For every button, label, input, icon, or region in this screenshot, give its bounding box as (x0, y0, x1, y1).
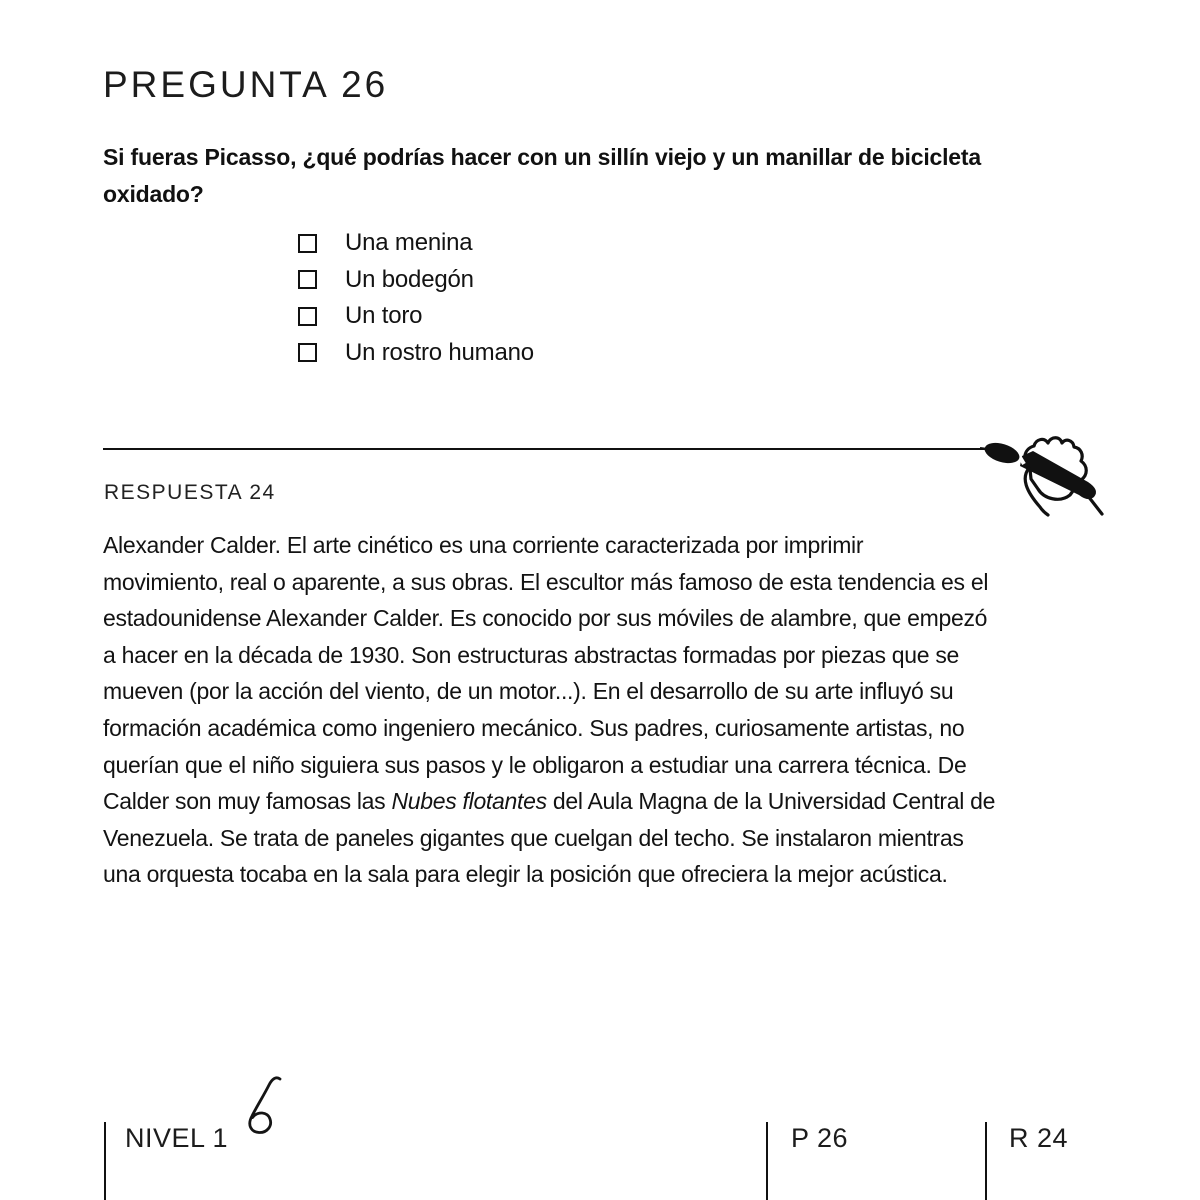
hand-with-paintbrush-icon (980, 435, 1110, 525)
options-list (298, 225, 534, 371)
footer-divider-bar (104, 1122, 106, 1200)
paragraph-line: Calder son muy famosas las Nubes flotantes del Aula Magna de la Universidad Central de (103, 788, 996, 815)
answer-paragraph (103, 527, 995, 893)
option-label: Una menina (345, 229, 473, 257)
paragraph-line: una orquesta tocaba en la sala para elegir la posición que ofreciera la mejor acústica. (103, 861, 948, 888)
option-row[interactable] (298, 262, 534, 299)
checkbox-icon[interactable] (298, 234, 317, 253)
page-title: PREGUNTA 26 (103, 64, 389, 105)
footer-answer-ref: R 24 (1009, 1123, 1069, 1153)
checkbox-icon[interactable] (298, 270, 317, 289)
paragraph-line: a hacer en la década de 1930. Son estructuras abstractas formadas por piezas que se (103, 641, 960, 668)
checkbox-icon[interactable] (298, 307, 317, 326)
footer-page-ref: P 26 (791, 1123, 849, 1153)
paragraph-line: estadounidense Alexander Calder. Es conocido por sus móviles de alambre, que empezó (103, 605, 988, 632)
question-text (103, 139, 981, 213)
option-row[interactable] (298, 335, 534, 372)
option-row[interactable] (298, 225, 534, 262)
paragraph-line: Alexander Calder. El arte cinético es una corriente caracterizada por imprimir (103, 532, 864, 558)
option-label: Un rostro humano (345, 338, 534, 366)
paragraph-line: querían que el niño siguiera sus pasos y le obligaron a estudiar una carrera técnica. De (103, 751, 967, 778)
footer-divider-bar (766, 1122, 768, 1200)
footer-level-label: NIVEL 1 (125, 1123, 229, 1153)
question-line: oxidado? (103, 181, 204, 207)
handwritten-six-annotation (242, 1074, 288, 1138)
footer-divider-bar (985, 1122, 987, 1200)
answer-heading: RESPUESTA 24 (104, 481, 276, 504)
question-line: Si fueras Picasso, ¿qué podrías hacer con un sillín viejo y un manillar de bicicleta (103, 144, 981, 170)
paragraph-line: mueven (por la acción del viento, de un motor...). En el desarrollo de su arte influyó su (103, 678, 954, 705)
option-row[interactable] (298, 298, 534, 335)
checkbox-icon[interactable] (298, 343, 317, 362)
option-label: Un toro (345, 302, 423, 330)
paragraph-line: Venezuela. Se trata de paneles gigantes que cuelgan del techo. Se instalaron mientras (103, 824, 964, 851)
section-divider-line (103, 448, 990, 450)
option-label: Un bodegón (345, 265, 474, 293)
paragraph-line: movimiento, real o aparente, a sus obras. El escultor más famoso de esta tendencia es el (103, 568, 989, 595)
paragraph-line: formación académica como ingeniero mecánico. Sus padres, curiosamente artistas, no (103, 714, 965, 741)
